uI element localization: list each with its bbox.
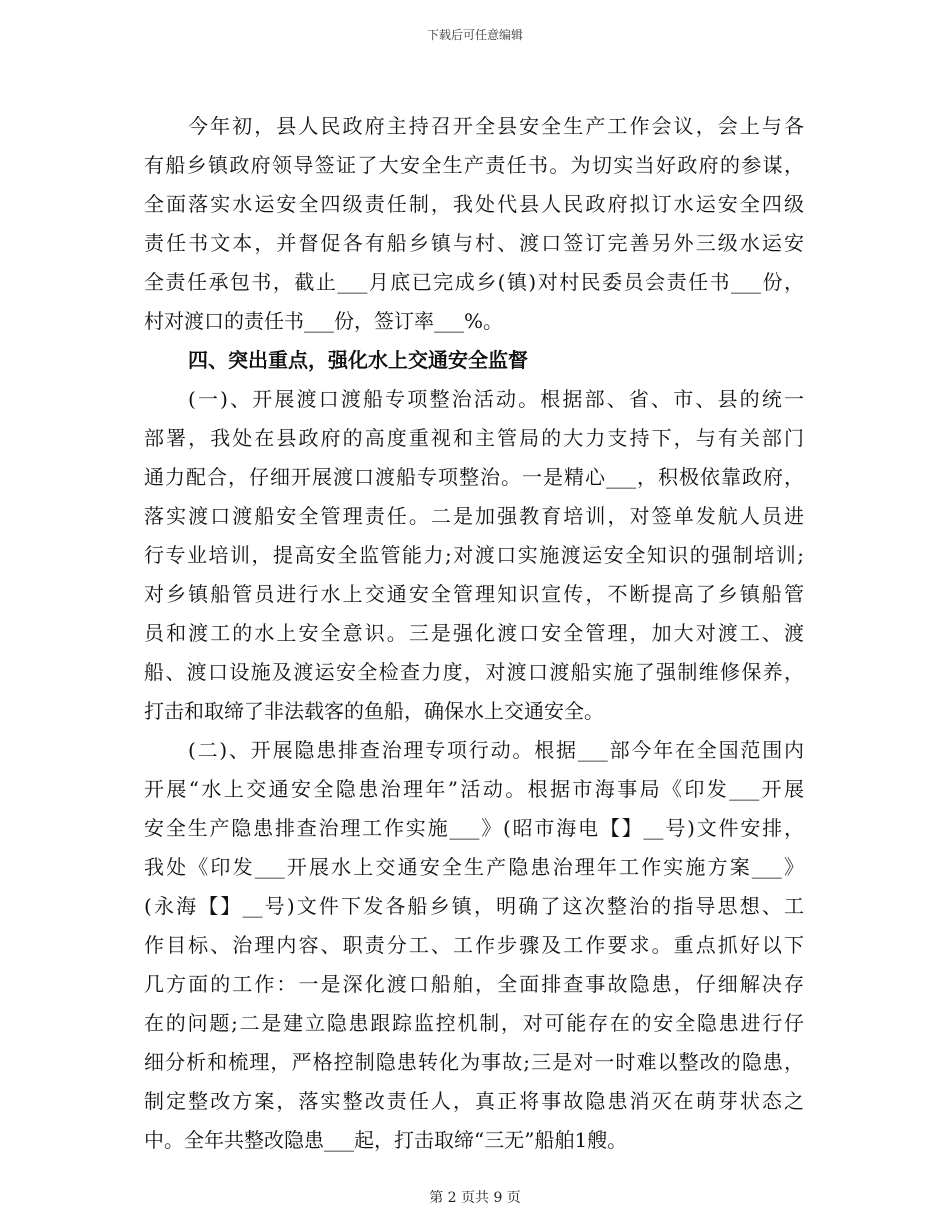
text-line: 全责任承包书，截止___月底已完成乡(镇)对村民委员会责任书___份， [144, 270, 804, 294]
heading-line: 四、突出重点，强化水上交通安全监督 [188, 348, 528, 372]
text-line: 有船乡镇政府领导签证了大安全生产责任书。为切实当好政府的参谋， [144, 153, 804, 177]
text-line: 今年初，县人民政府主持召开全县安全生产工作会议，会上与各 [188, 114, 804, 138]
text-line: 村对渡口的责任书___份，签订率___%。 [144, 309, 504, 333]
text-line: 员和渡工的水上安全意识。三是强化渡口安全管理，加大对渡工、渡 [144, 621, 804, 645]
page-footer: 第 2 页共 9 页 [429, 1190, 521, 1206]
page-header: 下载后可任意编辑 [426, 28, 523, 42]
text-line: 我处《印发___开展水上交通安全生产隐患治理年工作实施方案___》 [144, 855, 804, 879]
text-line: 安全生产隐患排查治理工作实施___》(昭市海电【】__号)文件安排， [144, 816, 804, 840]
text-line: 细分析和梳理，严格控制隐患转化为事故;三是对一时难以整改的隐患， [144, 1050, 804, 1074]
text-line: 责任书文本，并督促各有船乡镇与村、渡口签订完善另外三级水运安 [144, 231, 804, 255]
paragraph [144, 380, 804, 731]
text-line: 船、渡口设施及渡运安全检查力度，对渡口渡船实施了强制维修保养， [144, 660, 804, 684]
text-line: 开展“水上交通安全隐患治理年”活动。根据市海事局《印发___开展 [144, 777, 804, 801]
text-line: 通力配合，仔细开展渡口渡船专项整治。一是精心___，积极依靠政府， [144, 465, 804, 489]
text-line: (永海【】__号)文件下发各船乡镇，明确了这次整治的指导思想、工 [144, 894, 804, 918]
paragraph [144, 107, 804, 341]
text-line: 打击和取缔了非法载客的鱼船，确保水上交通安全。 [144, 699, 604, 723]
text-line: 部署，我处在县政府的高度重视和主管局的大力支持下，与有关部门 [144, 426, 804, 450]
text-line: 作目标、治理内容、职责分工、工作步骤及工作要求。重点抓好以下 [144, 933, 804, 957]
text-line: (二)、开展隐患排查治理专项行动。根据___部今年在全国范围内 [188, 738, 804, 762]
paragraph [144, 731, 804, 1160]
text-line: 在的问题;二是建立隐患跟踪监控机制，对可能存在的安全隐患进行仔 [144, 1011, 804, 1035]
text-line: 行专业培训，提高安全监管能力;对渡口实施渡运安全知识的强制培训; [144, 543, 804, 567]
text-line: 几方面的工作：一是深化渡口船舶，全面排查事故隐患，仔细解决存 [144, 972, 804, 996]
text-line: 落实渡口渡船安全管理责任。二是加强教育培训，对签单发航人员进 [144, 504, 804, 528]
section-heading [144, 341, 804, 380]
document-body [144, 107, 804, 1160]
text-line: (一)、开展渡口渡船专项整治活动。根据部、省、市、县的统一 [188, 387, 804, 411]
text-line: 全面落实水运安全四级责任制，我处代县人民政府拟订水运安全四级 [144, 192, 804, 216]
text-line: 制定整改方案，落实整改责任人，真正将事故隐患消灭在萌芽状态之 [144, 1089, 804, 1113]
text-line: 中。全年共整改隐患___起，打击取缔“三无”船舶1艘。 [144, 1128, 628, 1152]
text-line: 对乡镇船管员进行水上交通安全管理知识宣传，不断提高了乡镇船管 [144, 582, 804, 606]
